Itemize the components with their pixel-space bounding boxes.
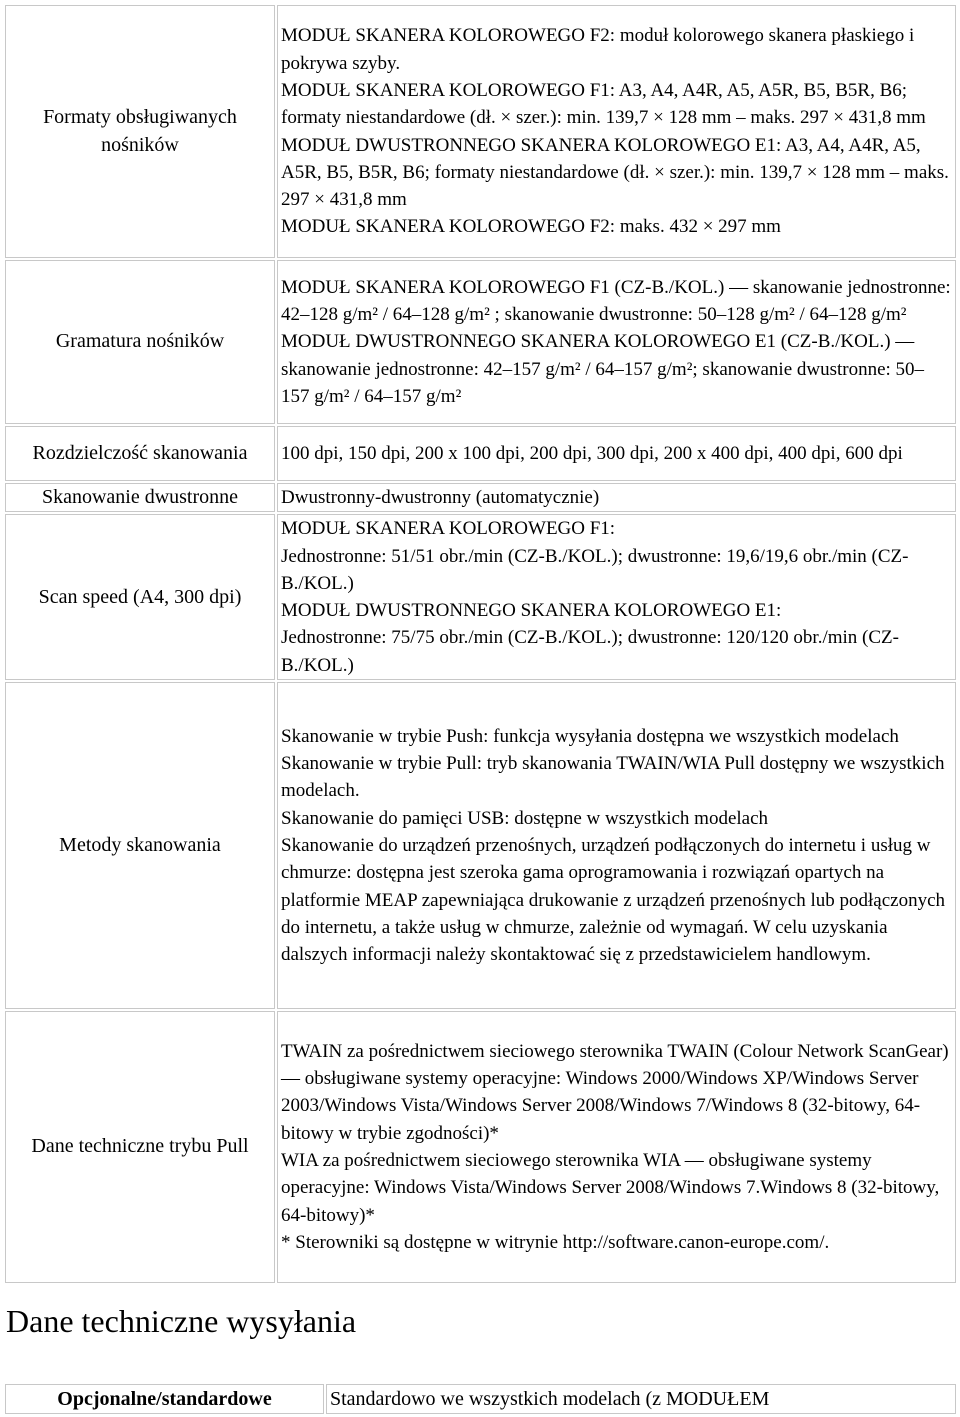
send-label: Opcjonalne/standardowe bbox=[5, 1384, 324, 1414]
send-row-optional-standard bbox=[5, 1384, 956, 1414]
spec-label: Rozdzielczość skanowania bbox=[5, 426, 275, 481]
spec-row-scan-methods bbox=[5, 682, 956, 1009]
spec-line: MODUŁ DWUSTRONNEGO SKANERA KOLOROWEGO E1: bbox=[281, 600, 782, 622]
spec-line: WIA za pośrednictwem sieciowego sterownika WIA — obsługiwane systemy operacyjne: Windows Vista/Windows Server 2008/Windows 7.Windows 8 (32-bitowy, 64-bitowy)* bbox=[281, 1150, 940, 1226]
spec-row-scan-resolution bbox=[5, 426, 956, 481]
spec-line: Jednostronne: 51/51 obr./min (CZ-B./KOL.); dwustronne: 19,6/19,6 obr./min (CZ-B./KOL.) bbox=[281, 545, 909, 594]
spec-row-media-weight bbox=[5, 260, 956, 424]
spec-row-duplex-scan bbox=[5, 483, 956, 512]
spec-value bbox=[277, 426, 956, 481]
spec-line: MODUŁ SKANERA KOLOROWEGO F1: A3, A4, A4R, A5, A5R, B5, B5R, B6; formaty niestandardowe (dł. × szer.): min. 139,7 × 128 mm – maks. 297 × 431,8 mm bbox=[281, 79, 926, 129]
spec-line: MODUŁ DWUSTRONNEGO SKANERA KOLOROWEGO E1 (CZ-B./KOL.) — skanowanie jednostronne: 42–157 g/m² / 64–157 g/m²; skanowanie dwustronne: 50–157 g/m² / 64–157 g/m² bbox=[281, 331, 925, 407]
spec-line: Skanowanie do pamięci USB: dostępne w wszystkich modelach bbox=[281, 807, 769, 829]
spec-value bbox=[277, 1011, 956, 1283]
spec-label: Gramatura nośników bbox=[5, 260, 275, 424]
spec-value bbox=[277, 5, 956, 258]
spec-line: Jednostronne: 75/75 obr./min (CZ-B./KOL.); dwustronne: 120/120 obr./min (CZ-B./KOL.) bbox=[281, 627, 899, 676]
section-title: Dane techniczne wysyłania bbox=[6, 1303, 357, 1339]
spec-row-media-formats bbox=[5, 5, 956, 258]
spec-line: MODUŁ DWUSTRONNEGO SKANERA KOLOROWEGO E1: A3, A4, A4R, A5, A5R, B5, B5R, B6; formaty niestandardowe (dł. × szer.): min. 139,7 × 128 mm – maks. 297 × 431,8 mm bbox=[281, 134, 949, 211]
spec-label: Skanowanie dwustronne bbox=[5, 483, 275, 512]
spec-line: Skanowanie w trybie Pull: tryb skanowania TWAIN/WIA Pull dostępny we wszystkich modelach. bbox=[281, 753, 945, 802]
spec-line: Skanowanie do urządzeń przenośnych, urządzeń podłączonych do internetu i usług w chmurze: dostępna jest szeroka gama oprogramowania i rozwiązań opartych na platformie MEAP zapewniająca drukowanie z urządzeń przenośnych lub podłączonych do internetu, a także usług w chmurze, zależnie od wymagań. W celu uzyskania dalszych informacji należy skontaktować się z przedstawicielem handlowym. bbox=[281, 834, 946, 966]
spec-line: MODUŁ SKANERA KOLOROWEGO F2: moduł kolorowego skanera płaskiego i pokrywa szyby. bbox=[281, 25, 915, 74]
spec-line: * Sterowniki są dostępne w witrynie http://software.canon-europe.com/. bbox=[281, 1231, 830, 1253]
spec-label: Formaty obsługiwanych nośników bbox=[5, 5, 275, 258]
spec-label: Metody skanowania bbox=[5, 682, 275, 1009]
spec-row-pull-specs bbox=[5, 1011, 956, 1283]
spec-line: Dwustronny-dwustronny (automatycznie) bbox=[281, 487, 600, 508]
spec-table bbox=[3, 3, 958, 1285]
spec-line: MODUŁ SKANERA KOLOROWEGO F2: maks. 432 × 297 mm bbox=[281, 216, 781, 238]
spec-row-scan-speed bbox=[5, 514, 956, 680]
spec-label: Scan speed (A4, 300 dpi) bbox=[5, 514, 275, 680]
spec-line: MODUŁ SKANERA KOLOROWEGO F1 (CZ-B./KOL.) — skanowanie jednostronne: 42–128 g/m² / 64–128 g/m² ; skanowanie dwustronne: 50–128 g/m² / 64–128 g/m² bbox=[281, 276, 951, 326]
spec-value bbox=[277, 682, 956, 1009]
send-value: Standardowo we wszystkich modelach (z MODUŁEM bbox=[326, 1384, 956, 1414]
spec-line: TWAIN za pośrednictwem sieciowego sterownika TWAIN (Colour Network ScanGear) — obsługiwane systemy operacyjne: Windows 2000/Windows XP/Windows Server 2003/Windows Vista/Windows Server 2008/Windows 7/Windows 8 (32-bitowy, 64-bitowy w trybie zgodności)* bbox=[281, 1040, 949, 1144]
spec-label: Dane techniczne trybu Pull bbox=[5, 1011, 275, 1283]
spec-value bbox=[277, 483, 956, 512]
spec-line: 100 dpi, 150 dpi, 200 x 100 dpi, 200 dpi, 300 dpi, 200 x 400 dpi, 400 dpi, 600 dpi bbox=[281, 442, 903, 464]
spec-value bbox=[277, 514, 956, 680]
spec-value bbox=[277, 260, 956, 424]
spec-line: MODUŁ SKANERA KOLOROWEGO F1: bbox=[281, 518, 616, 540]
send-spec-table bbox=[3, 1382, 958, 1416]
spec-line: Skanowanie w trybie Push: funkcja wysyłania dostępna we wszystkich modelach bbox=[281, 725, 899, 747]
